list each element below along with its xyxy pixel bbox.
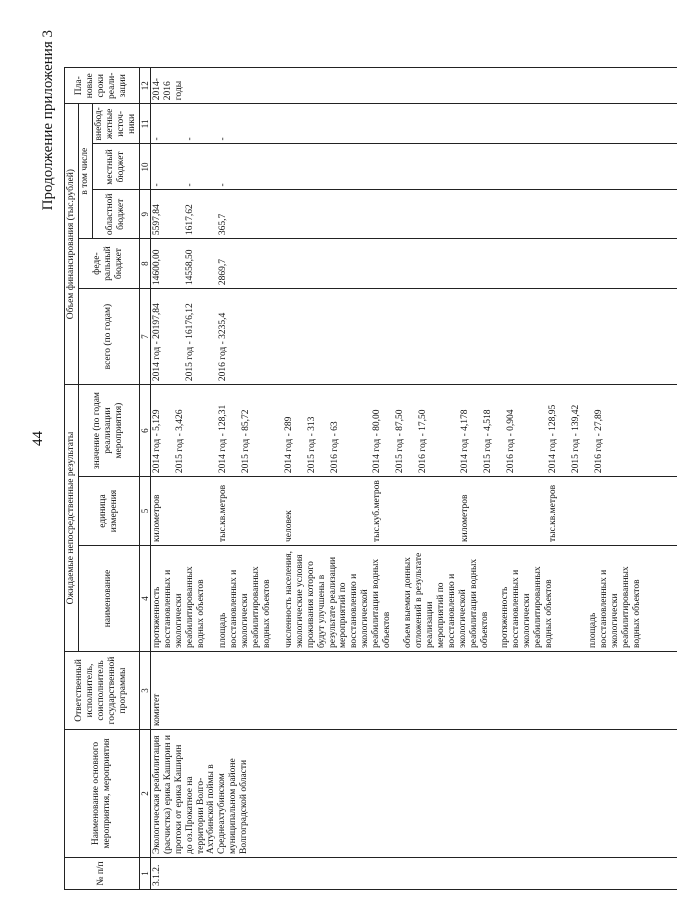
continuation-note: Продолжение приложения 3 (40, 30, 56, 211)
local-value: - (217, 183, 228, 187)
total-value: 2015 год - 16176,12 (184, 303, 195, 382)
result-name: численность населения, экологические условия проживания которого будут улучшены в результате реализации мероприятий по восстановлению и экологической реабилитации водных объектов (283, 551, 393, 648)
result-name: площадь восстановленных и экологически реабилитированных водных объектов (588, 566, 643, 648)
extra-value: - (184, 137, 195, 141)
column-number-row (139, 68, 150, 890)
column-number: 12 (139, 68, 150, 104)
column-number: 11 (139, 104, 150, 144)
result-value: 2014 год - 4,178 (459, 409, 470, 474)
result-values-cell (150, 385, 677, 477)
federal-value: 2869,7 (217, 258, 228, 286)
regional-value: 5597,84 (151, 204, 162, 236)
column-number: 10 (139, 144, 150, 190)
result-value: 2014 год - 289 (283, 416, 294, 474)
program-table (64, 67, 677, 890)
header-total: всего (по годам) (78, 289, 139, 385)
federal-value: 14600,00 (151, 249, 162, 286)
header-results-group: Ожидаемые непосредственные результаты (65, 385, 79, 652)
result-name: протяженность восстановленных и экологически реабилитированных водных объектов (151, 566, 206, 648)
column-number: 7 (139, 289, 150, 385)
result-value: 2016 год - 63 (329, 421, 340, 474)
result-value: 2015 год - 4,518 (482, 409, 493, 474)
result-names-cell (150, 546, 677, 652)
result-name: объем выемки донных отложений в результате реализации мероприятий по восстановлению и экологической реабилитации водных объектов (403, 552, 490, 648)
total-cell (150, 289, 677, 385)
header-unit: единица измерения (78, 477, 139, 546)
column-number: 6 (139, 385, 150, 477)
header-including: в том числе (78, 104, 92, 239)
column-number: 4 (139, 546, 150, 652)
header-name: Наименование основного мероприятия, мероприятия (65, 730, 140, 858)
regional-cell (150, 190, 677, 239)
result-value: 2016 год - 17,50 (417, 409, 428, 474)
result-name: протяженность восстановленных и экологически реабилитированных водных объектов (500, 566, 555, 648)
column-number: 3 (139, 652, 150, 730)
header-num: № п/п (65, 858, 140, 890)
result-value: 2015 год - 87,50 (394, 409, 405, 474)
extra-value: - (217, 137, 228, 141)
row-executor: комитет (150, 652, 677, 730)
result-unit: тыс.куб.метров (371, 480, 382, 542)
local-cell (150, 144, 677, 190)
header-result-name: наименование (78, 546, 139, 652)
result-units-cell (150, 477, 677, 546)
rotated-page (40, 30, 643, 890)
federal-value: 14558,50 (184, 249, 195, 286)
federal-cell (150, 239, 677, 289)
header-local: местный бюджет (92, 144, 139, 190)
result-value: 2016 год - 27,89 (593, 409, 604, 474)
column-number: 5 (139, 477, 150, 546)
result-name: площадь восстановленных и экологически реабилитированных водных объектов (217, 566, 272, 648)
result-value: 2015 год - 139,42 (570, 404, 581, 474)
result-value: 2015 год - 85,72 (240, 409, 251, 474)
regional-value: 1617,62 (184, 204, 195, 236)
page-number: 44 (30, 431, 46, 446)
column-number: 8 (139, 239, 150, 289)
row-period: 2014-2016 годы (150, 68, 677, 104)
result-unit: тыс.кв.метров (547, 484, 558, 542)
regional-value: 365,7 (217, 213, 228, 236)
total-value: 2014 год - 20197,84 (151, 303, 162, 382)
result-value: 2016 год - 0,904 (505, 409, 516, 474)
result-value: 2015 год - 313 (306, 416, 317, 474)
header-federal: феде-ральный бюджет (78, 239, 139, 289)
header-executor: Ответственный исполнитель, соисполнитель государственной программы (65, 652, 140, 730)
header-finance-group: Объем финансирования (тыс.рублей) (65, 104, 79, 385)
local-value: - (151, 183, 162, 187)
result-unit: тыс.кв.метров (217, 484, 228, 542)
header-value: значение (по годам реализации мероприятия) (78, 385, 139, 477)
local-value: - (184, 183, 195, 187)
total-value: 2016 год - 3235,4 (217, 312, 228, 382)
extra-value: - (151, 137, 162, 141)
row-number: 3.1.2. (150, 858, 677, 890)
result-value: 2014 год - 80,00 (371, 409, 382, 474)
extra-cell (150, 104, 677, 144)
header-regional: областной бюджет (92, 190, 139, 239)
result-value: 2014 год - 128,95 (547, 404, 558, 474)
row-name: Экологическая реабилитация (расчистка) ерика Каширин и протоки от ерика Каширин до оз.Прокатное на территории Волго-Ахтубинской поймы в Среднеахтубинском муниципальном районе Волгоградской области (150, 730, 677, 858)
column-number: 1 (139, 858, 150, 890)
result-value: 2015 год - 3,426 (174, 409, 185, 474)
header-extra: внебюд-жетные источ-ники (92, 104, 139, 144)
result-value: 2014 год - 128,31 (217, 404, 228, 474)
result-unit: километров (151, 494, 162, 542)
column-number: 9 (139, 190, 150, 239)
header-period: Пла-новые сроки реали-зации (65, 68, 140, 104)
column-number: 2 (139, 730, 150, 858)
result-value: 2014 год - 5,129 (151, 409, 162, 474)
result-unit: километров (459, 494, 470, 542)
result-unit: человек (283, 510, 294, 542)
